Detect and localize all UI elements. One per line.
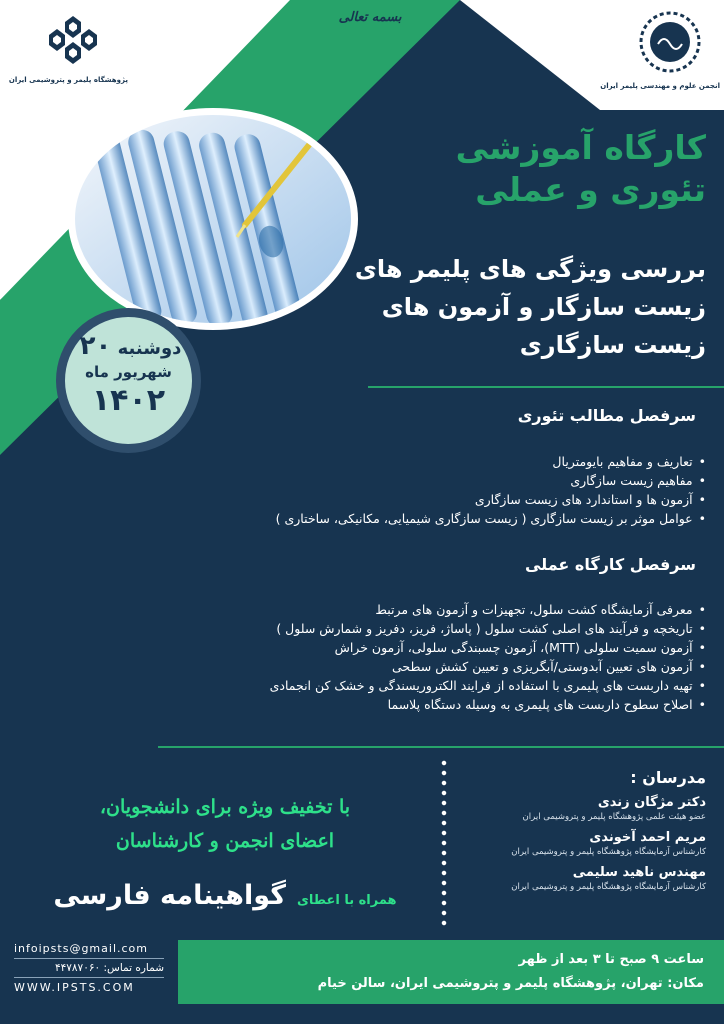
contact-website[interactable]: WWW.IPSTS.COM (14, 981, 135, 994)
list-item: • مفاهیم زیست سازگاری (176, 471, 706, 490)
practical-heading: سرفصل کارگاه عملی (524, 555, 696, 574)
certificate-notice (40, 880, 410, 911)
date-year: ۱۴۰۲ (91, 383, 166, 418)
date-month: شهریور ماه (85, 363, 172, 381)
practical-list (176, 600, 706, 714)
teacher-name: مهندس ناهید سلیمی (572, 865, 706, 880)
discount-notice (40, 790, 410, 858)
subtitle-line-3: زیست سازگاری (519, 331, 706, 359)
institute-logo (8, 12, 128, 84)
date-badge (56, 308, 201, 453)
test-tubes-illustration (75, 115, 351, 323)
list-item: • تاریخچه و فرآیند های اصلی کشت سلول ( پاساژ، فریز، دفریز و شمارش سلول ) (176, 619, 706, 638)
contact-block (14, 942, 164, 994)
list-item: • تهیه داربست های پلیمری با استفاده از فرایند الکتروریسندگی و خشک کن انجمادی (176, 676, 706, 695)
event-time: ساعت ۹ صبح تا ۳ بعد از ظهر (518, 952, 704, 967)
list-item: • عوامل موثر بر زیست سازگاری ( زیست سازگاری شیمیایی، مکانیکی، ساختاری ) (176, 509, 706, 528)
institute-logo-icon (45, 12, 101, 68)
certificate-prefix: همراه با اعطای (297, 893, 397, 908)
list-item: • آزمون ها و استاندارد های زیست سازگاری (176, 490, 706, 509)
bismillah: بسمه تعالی (338, 10, 402, 25)
lab-test-tubes-photo (68, 108, 358, 330)
teacher-name: دکتر مژگان زندی (597, 795, 706, 810)
society-logo (600, 10, 720, 90)
list-item: • آزمون های تعیین آبدوستی/آبگریزی و تعیین کشش سطحی (176, 657, 706, 676)
discount-line-1: با تخفیف ویژه برای دانشجویان، (99, 796, 351, 818)
theory-list (176, 452, 706, 528)
event-location: مکان: تهران، پژوهشگاه پلیمر و پتروشیمی ایران، سالن خیام (317, 976, 704, 991)
theory-heading: سرفصل مطالب تئوری (517, 406, 696, 425)
subtitle-line-2: زیست سازگار و آزمون های (381, 293, 706, 321)
section-divider (368, 386, 724, 388)
teacher-name: مریم احمد آخوندی (589, 830, 706, 845)
discount-line-2: اعضای انجمن و کارشناسان (115, 830, 335, 852)
date-day: ۲۰ (79, 331, 112, 361)
certificate-title: گواهینامه فارسی (53, 880, 286, 911)
society-logo-caption: انجمن علوم و مهندسی پلیمر ایران (600, 82, 720, 90)
teachers-block (446, 768, 706, 892)
date-weekday: دوشنبه (117, 338, 182, 359)
schedule-band (178, 940, 724, 1004)
teacher-role: کارشناس آزمایشگاه پژوهشگاه پلیمر و پتروشیمی ایران (511, 882, 706, 892)
list-item: • تعاریف و مفاهیم بایومتریال (176, 452, 706, 471)
subtitle-line-1: بررسی ویژگی های پلیمر های (354, 255, 706, 283)
contact-email[interactable]: infoipsts@gmail.com (14, 942, 164, 959)
institute-logo-caption: پژوهشگاه پلیمر و پتروشیمی ایران (8, 76, 128, 84)
title-line-1: کارگاه آموزشی (455, 128, 706, 167)
teacher-role: عضو هیئت علمی پژوهشگاه پلیمر و پتروشیمی ایران (522, 812, 706, 822)
section-divider (158, 746, 724, 748)
date-weekday-row (65, 331, 192, 361)
title-line-2: تئوری و عملی (475, 170, 706, 209)
list-item: • آزمون سمیت سلولی (MTT)، آزمون چسبندگی سلولی، آزمون خراش (176, 638, 706, 657)
contact-phone: شماره تماس: ۴۴۷۸۷۰۶۰ (14, 959, 164, 978)
workshop-title (406, 127, 706, 211)
list-item: • معرفی آزمایشگاه کشت سلول، تجهیزات و آزمون های مرتبط (176, 600, 706, 619)
workshop-subtitle (346, 250, 706, 364)
list-item: • اصلاح سطوح داربست های پلیمری به وسیله دستگاه پلاسما (176, 695, 706, 714)
teachers-label: مدرسان : (630, 768, 706, 787)
society-seal-icon (638, 10, 702, 74)
teacher-role: کارشناس آزمایشگاه پژوهشگاه پلیمر و پتروشیمی ایران (511, 847, 706, 857)
